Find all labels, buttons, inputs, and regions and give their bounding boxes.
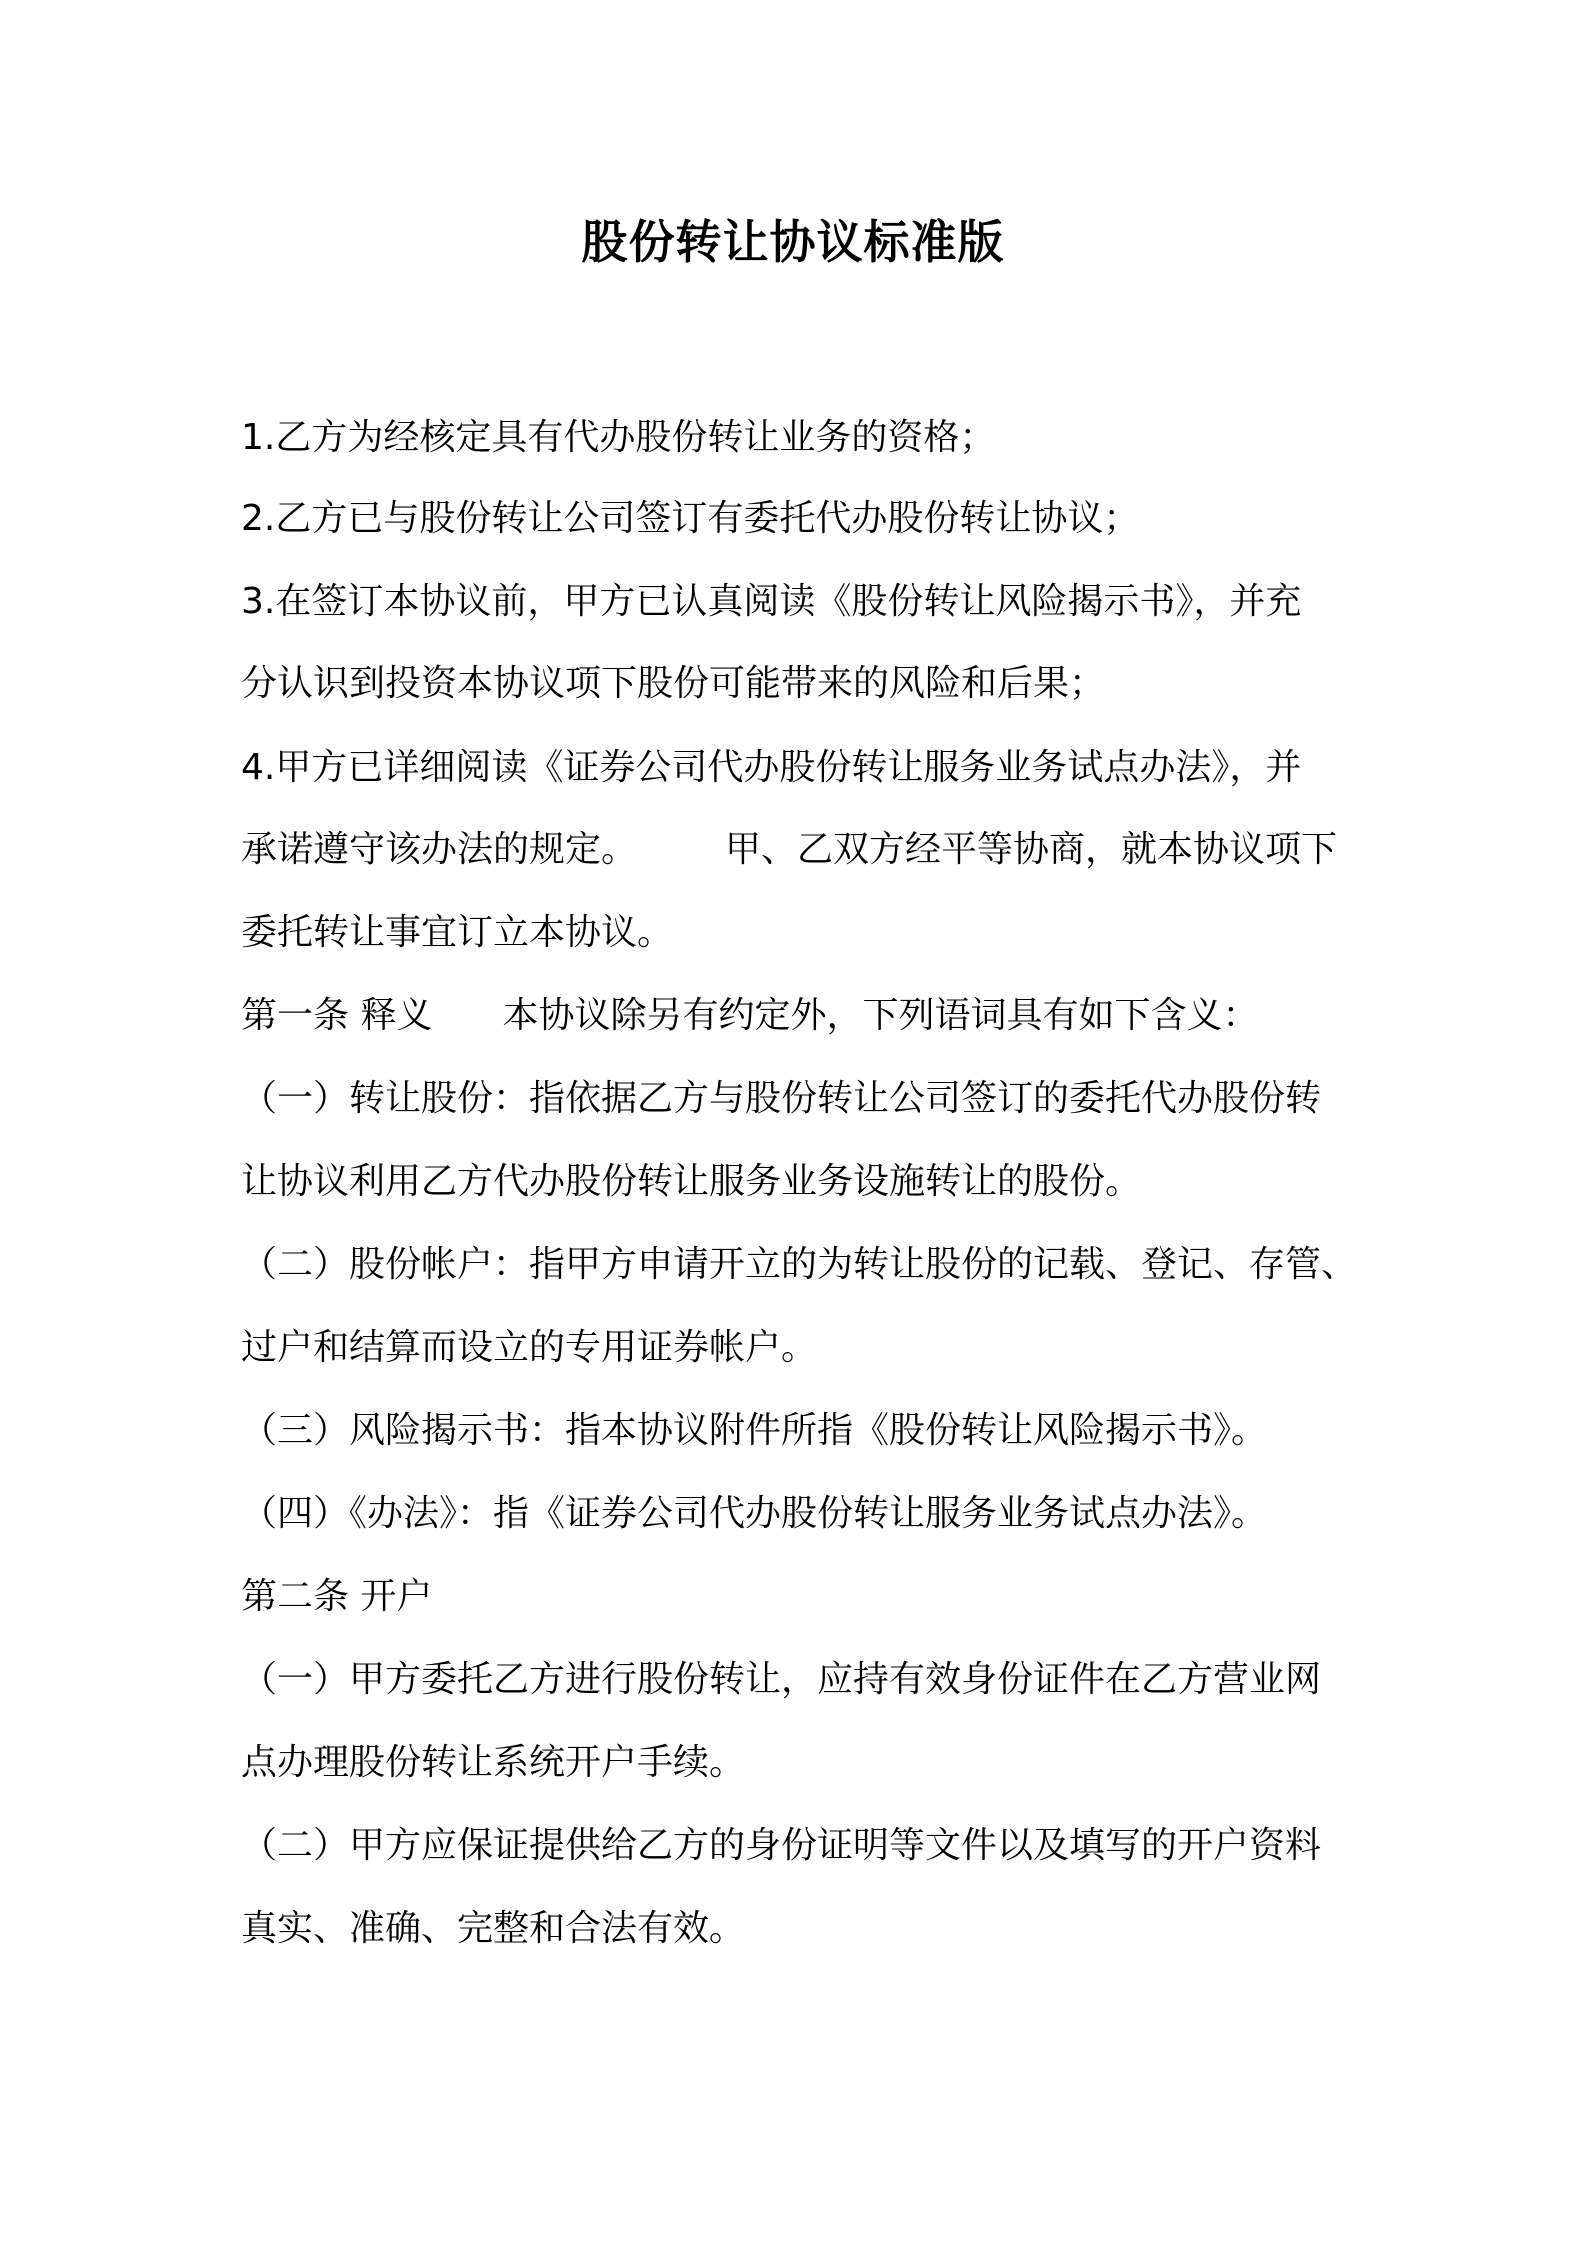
article-2-heading: 第二条 开户	[241, 1576, 433, 1617]
paragraph-line-4: 分认识到投资本协议项下股份可能带来的风险和后果；	[241, 663, 1106, 704]
article-2-line-3: （二）甲方应保证提供给乙方的身份证明等文件以及填写的开户资料	[241, 1825, 1322, 1866]
article-1-intro: 本协议除另有约定外，下列语词具有如下含义：	[502, 995, 1259, 1036]
paragraph-line-5: 4.甲方已详细阅读《证券公司代办股份转让服务业务试点办法》，并	[241, 747, 1302, 788]
paragraph-line-6	[241, 822, 1361, 878]
definition-line-6: （四）《办法》：指《证券公司代办股份转让服务业务试点办法》。	[241, 1493, 1268, 1534]
article-2-line-2: 点办理股份转让系统开户手续。	[241, 1742, 746, 1783]
article-2-line-1: （一）甲方委托乙方进行股份转让，应持有效身份证件在乙方营业网	[241, 1659, 1322, 1700]
paragraph-line-3: 3.在签订本协议前，甲方已认真阅读《股份转让风险揭示书》，并充	[241, 581, 1302, 622]
paragraph-line-2: 2.乙方已与股份转让公司签订有委托代办股份转让协议；	[241, 498, 1140, 539]
definition-line-1: （一）转让股份：指依据乙方与股份转让公司签订的委托代办股份转	[241, 1078, 1322, 1119]
article-1-heading: 第一条 释义	[241, 995, 433, 1036]
line-segment-a: 承诺遵守该办法的规定。	[241, 829, 638, 870]
line-segment-b: 甲、乙双方经平等协商，就本协议项下	[725, 829, 1338, 870]
document-title: 股份转让协议标准版	[581, 215, 1005, 269]
definition-line-5: （三）风险揭示书：指本协议附件所指《股份转让风险揭示书》。	[241, 1410, 1268, 1451]
definition-line-3: （二）股份帐户：指甲方申请开立的为转让股份的记载、登记、存管、	[241, 1244, 1358, 1285]
definition-line-2: 让协议利用乙方代办股份转让服务业务设施转让的股份。	[241, 1161, 1142, 1202]
definition-line-4: 过户和结算而设立的专用证券帐户。	[241, 1327, 818, 1368]
article-1-heading-line	[241, 988, 1361, 1044]
article-2-line-4: 真实、准确、完整和合法有效。	[241, 1908, 746, 1949]
paragraph-line-7: 委托转让事宜订立本协议。	[241, 912, 674, 953]
paragraph-line-1: 1.乙方为经核定具有代办股份转让业务的资格；	[241, 417, 996, 458]
